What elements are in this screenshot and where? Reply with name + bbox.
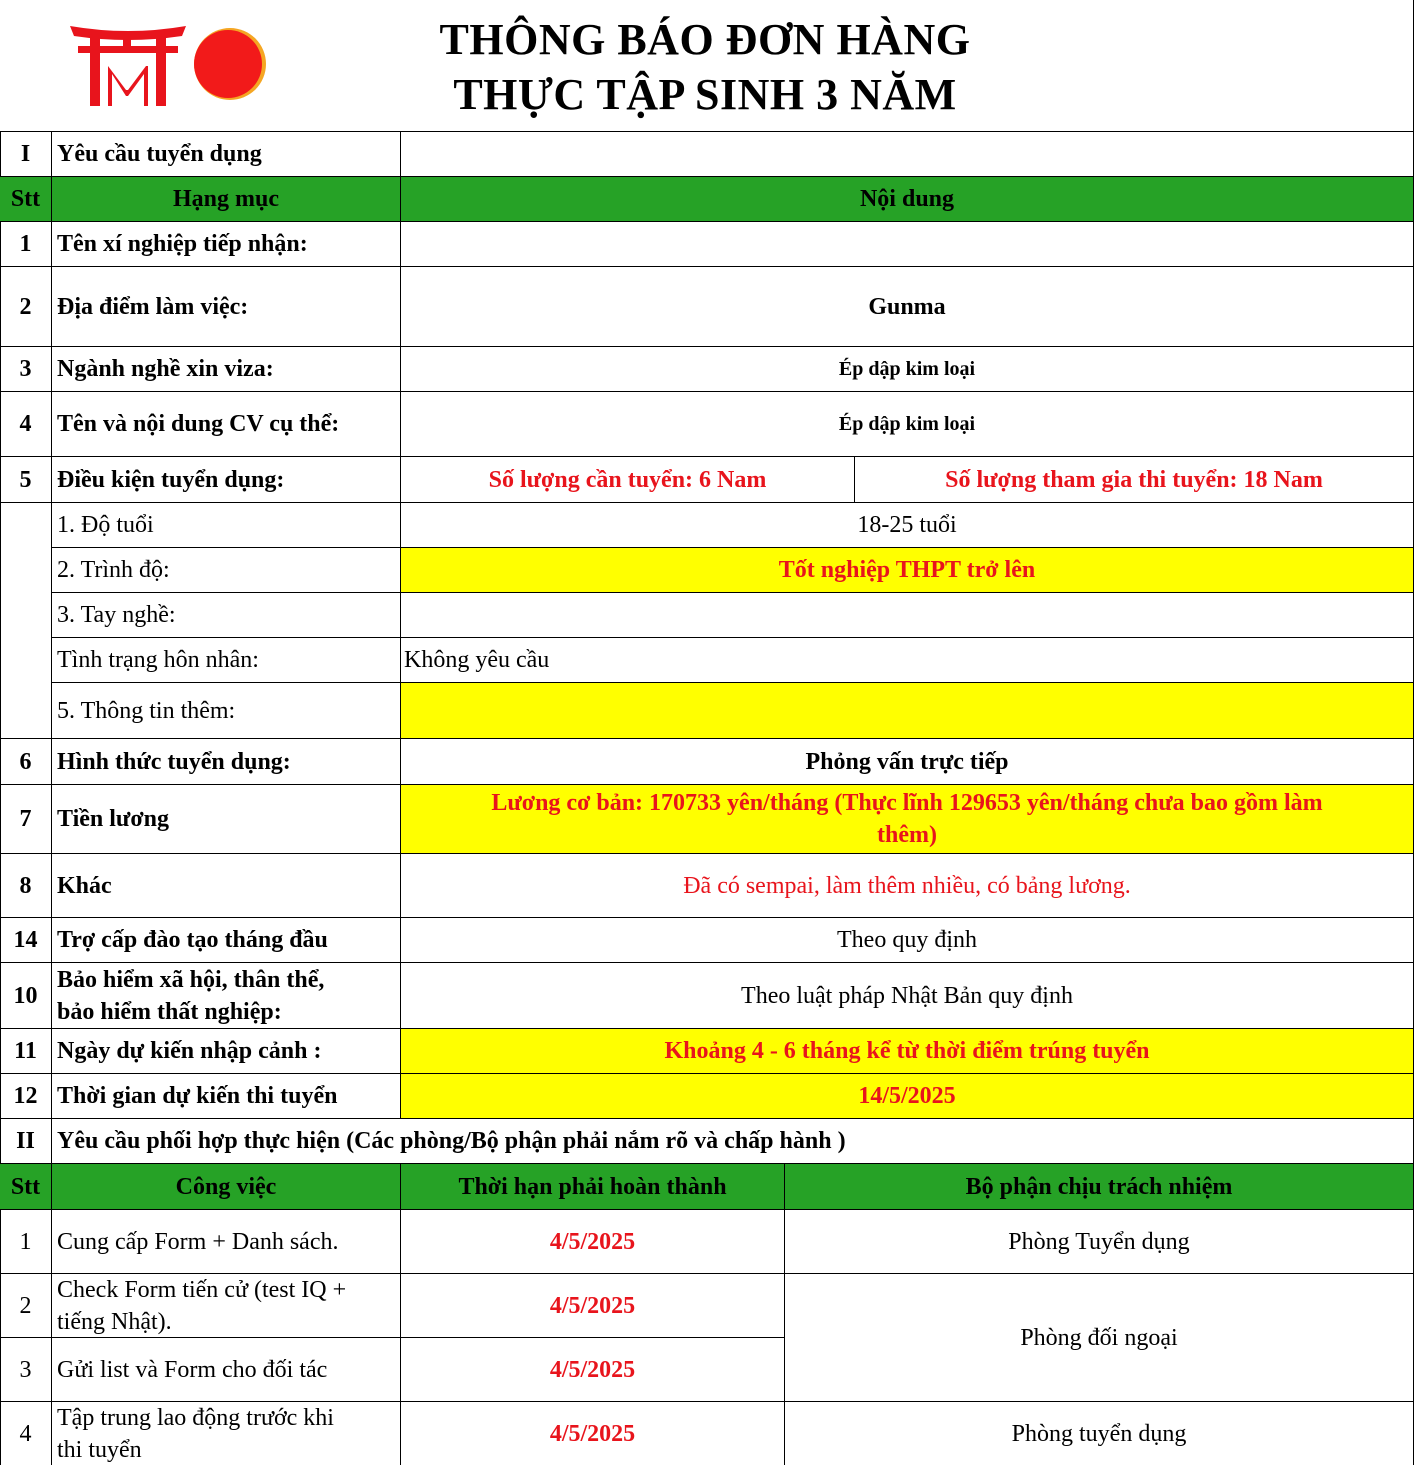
empty-cell — [0, 503, 52, 739]
row-label-line-2: bảo hiểm thất nghiệp: — [57, 998, 282, 1025]
task-number: 3 — [0, 1338, 52, 1402]
task-name-line-1: Check Form tiến cử (test IQ + — [57, 1276, 347, 1303]
task-department: Phòng Tuyển dụng — [785, 1210, 1414, 1274]
row-value: Theo luật pháp Nhật Bản quy định — [401, 963, 1414, 1029]
empty-cell — [401, 131, 1414, 177]
salary-line-2: thêm) — [877, 822, 937, 848]
task-number: 4 — [0, 1402, 52, 1465]
row-number: 1 — [0, 222, 52, 267]
condition-label: 5. Thông tin thêm: — [52, 683, 401, 739]
section-number: I — [0, 131, 52, 177]
column-header-content: Nội dung — [401, 177, 1414, 222]
condition-value: Không yêu cầu — [401, 638, 1414, 683]
column-header-department: Bộ phận chịu trách nhiệm — [785, 1164, 1414, 1210]
row-label: Ngành nghề xin viza: — [52, 347, 401, 392]
task-name — [52, 1402, 401, 1465]
condition-value — [401, 593, 1414, 638]
row-number: 7 — [0, 785, 52, 854]
condition-value: 18-25 tuổi — [401, 503, 1414, 548]
task-name: Gửi list và Form cho đối tác — [52, 1338, 401, 1402]
task-name-line-2: tiếng Nhật). — [57, 1308, 172, 1335]
title-line-2: THỰC TẬP SINH 3 NĂM — [453, 70, 957, 119]
task-department: Phòng tuyển dụng — [785, 1402, 1414, 1465]
row-number: 8 — [0, 854, 52, 918]
column-header-task: Công việc — [52, 1164, 401, 1210]
row-number: 6 — [0, 739, 52, 785]
row-number: 12 — [0, 1074, 52, 1119]
row-label: Điều kiện tuyển dụng: — [52, 457, 401, 503]
row-number: 14 — [0, 918, 52, 963]
section-number: II — [0, 1119, 52, 1164]
condition-value — [401, 683, 1414, 739]
section-title: Yêu cầu phối hợp thực hiện (Các phòng/Bộ phận phải nắm rõ và chấp hành ) — [52, 1119, 1414, 1164]
condition-label: Tình trạng hôn nhân: — [52, 638, 401, 683]
row-label: Hình thức tuyển dụng: — [52, 739, 401, 785]
row-number: 3 — [0, 347, 52, 392]
row-number: 5 — [0, 457, 52, 503]
row-label: Khác — [52, 854, 401, 918]
column-header-deadline: Thời hạn phải hoàn thành — [401, 1164, 785, 1210]
recruit-quota: Số lượng cần tuyển: 6 Nam — [401, 457, 855, 503]
task-number: 1 — [0, 1210, 52, 1274]
row-label: Trợ cấp đào tạo tháng đầu — [52, 918, 401, 963]
column-header-stt: Stt — [0, 177, 52, 222]
row-number: 11 — [0, 1029, 52, 1074]
row-label: Địa điểm làm việc: — [52, 267, 401, 347]
row-value: Gunma — [401, 267, 1414, 347]
section-title: Yêu cầu tuyển dụng — [52, 131, 401, 177]
condition-label: 1. Độ tuổi — [52, 503, 401, 548]
row-value: Ép dập kim loại — [401, 392, 1414, 457]
row-label-line-1: Bảo hiểm xã hội, thân thể, — [57, 966, 325, 993]
condition-label: 3. Tay nghề: — [52, 593, 401, 638]
salary-value — [401, 785, 1414, 854]
row-label: Tên xí nghiệp tiếp nhận: — [52, 222, 401, 267]
row-value — [401, 222, 1414, 267]
row-label: Thời gian dự kiến thi tuyển — [52, 1074, 401, 1119]
row-label: Tiền lương — [52, 785, 401, 854]
row-value: 14/5/2025 — [401, 1074, 1414, 1119]
task-name-line-1: Tập trung lao động trước khi — [57, 1405, 334, 1431]
row-value: Đã có sempai, làm thêm nhiều, có bảng lương. — [401, 854, 1414, 918]
title-line-1: THÔNG BÁO ĐƠN HÀNG — [439, 15, 971, 64]
task-name — [52, 1274, 401, 1338]
condition-label: 2. Trình độ: — [52, 548, 401, 593]
task-number: 2 — [0, 1274, 52, 1338]
column-header-stt: Stt — [0, 1164, 52, 1210]
row-label — [52, 963, 401, 1029]
task-deadline: 4/5/2025 — [401, 1338, 785, 1402]
column-header-item: Hạng mục — [52, 177, 401, 222]
condition-value: Tốt nghiệp THPT trở lên — [401, 548, 1414, 593]
row-value: Phỏng vấn trực tiếp — [401, 739, 1414, 785]
task-department: Phòng đối ngoại — [785, 1274, 1414, 1402]
row-value: Theo quy định — [401, 918, 1414, 963]
row-number: 10 — [0, 963, 52, 1029]
task-deadline: 4/5/2025 — [401, 1210, 785, 1274]
row-number: 2 — [0, 267, 52, 347]
task-name: Cung cấp Form + Danh sách. — [52, 1210, 401, 1274]
exam-quota: Số lượng tham gia thi tuyển: 18 Nam — [855, 457, 1414, 503]
row-number: 4 — [0, 392, 52, 457]
salary-line-1: Lương cơ bản: 170733 yên/tháng (Thực lĩnh 129653 yên/tháng chưa bao gồm làm — [491, 790, 1323, 816]
row-label: Tên và nội dung CV cụ thể: — [52, 392, 401, 457]
row-value: Ép dập kim loại — [401, 347, 1414, 392]
task-name-line-2: thi tuyển — [57, 1437, 142, 1463]
row-label: Ngày dự kiến nhập cảnh : — [52, 1029, 401, 1074]
row-value: Khoảng 4 - 6 tháng kể từ thời điểm trúng tuyển — [401, 1029, 1414, 1074]
task-deadline: 4/5/2025 — [401, 1402, 785, 1465]
task-deadline: 4/5/2025 — [401, 1274, 785, 1338]
